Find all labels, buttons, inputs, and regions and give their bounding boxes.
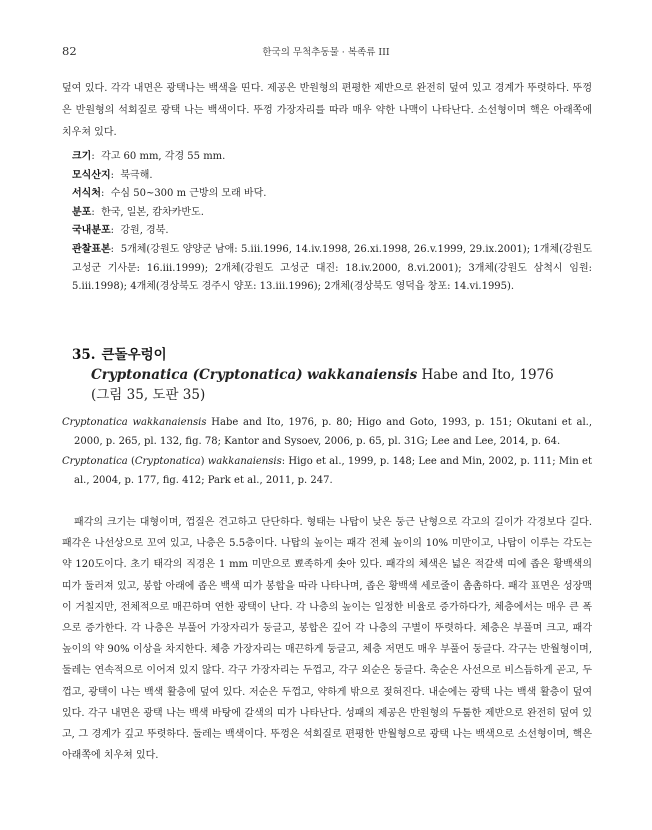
type-locality-value: 북극해.: [120, 169, 153, 181]
species-heading: [72, 345, 592, 405]
species-number: 35.: [72, 347, 96, 363]
habitat-label: 서식처: [72, 188, 101, 200]
reference-entry: [62, 413, 592, 452]
subgenus-name: (Cryptonatica): [192, 367, 303, 383]
reference-entry: [62, 452, 592, 491]
reference-paren-close: ): [200, 455, 208, 467]
species-details: [72, 148, 592, 297]
species-korean-name: 큰돌우렁이: [101, 347, 167, 363]
size-label: 크기: [72, 151, 92, 162]
figure-reference: (그림 35, 도판 35): [91, 387, 206, 403]
distribution-value: 한국, 일본, 캄차카반도.: [101, 206, 204, 218]
species-author: Habe and Ito, 1976: [421, 367, 554, 383]
domestic-distribution-row: 국내분포: 강원, 경북.: [72, 225, 169, 237]
intro-paragraph: 덮여 있다. 각각 내면은 광택나는 백색을 띤다. 제공은 반원형의 편평한 제반으로 완전히 덮여 있고 경계가 뚜렷하다. 뚜껑은 반원형의 석회질로 광택 나는 백색이다. 뚜껑 가장자리를 따라 매우 약한 나맥이 나타난다. 소선형이며 핵은 아래쪽에 치우쳐 있다.: [62, 83, 592, 138]
specimens-value: 5개체(강원도 양양군 남애: 5.iii.1996, 14.iv.1998, 26.xi.1998, 26.v.1999, 29.ix.2001); 1개체(강원도 고성군 기사문: 16.iii.1999); 2개체(강원도 고성군 대진: 18.iv.2000, 8.vi.2001); 3개체(강원도 삼척시 임원: 5.iii.1998); 4개체(경상북도 경주시 양포: 13.iii.1996); 2개체(경상북도 영덕읍 창포: 14.vi.1995).: [72, 243, 592, 293]
domestic-distribution-value: 강원, 경북.: [120, 225, 169, 237]
species-title: [72, 345, 592, 365]
running-title: 한국의 무척추동물 · 복족류 III: [262, 47, 390, 58]
specimens-row: 관찰표본: 5개체(강원도 양양군 남애: 5.iii.1996, 14.iv.1998, 26.xi.1998, 26.v.1999, 29.ix.2001); 1개체(강원도 고성군 기사문: 16.iii.1999); 2개체(강원도 고성군 대진: 18.iv.2000, 8.vi.2001); 3개체(강원도 삼척시 임원: 5.iii.1998); 4개체(경상북도 경주시 양포: 13.iii.1996); 2개체(경상북도 영덕읍 창포: 14.vi.1995).: [72, 243, 592, 293]
reference-citations: : Higo et al., 1999, p. 148; Lee and Min, 2002, p. 111; Min et al., 2004, p. 177, fig. 412; Park et al., 2011, p. 247.: [74, 455, 592, 486]
reference-taxon-genus: Cryptonatica: [62, 455, 128, 467]
distribution-row: 분포: 한국, 일본, 캄차카반도.: [72, 206, 204, 218]
habitat-row: 서식처: 수심 50~300 m 근방의 모래 바닥.: [72, 188, 267, 200]
specimens-label: 관찰표본: [72, 243, 111, 255]
genus-name: Cryptonatica: [91, 367, 189, 383]
species-epithet: wakkanaiensis: [306, 367, 418, 383]
size-value: 각고 60 mm, 각경 55 mm.: [101, 151, 226, 162]
page-number: 82: [62, 44, 77, 58]
domestic-distribution-label: 국내분포: [72, 225, 111, 237]
page-header: [62, 44, 590, 58]
reference-taxon-epithet: wakkanaiensis: [207, 455, 282, 467]
distribution-label: 분포: [72, 206, 92, 218]
type-locality-label: 모식산지: [72, 169, 111, 181]
reference-paren-open: (: [127, 455, 135, 467]
habitat-value: 수심 50~300 m 근방의 모래 바닥.: [110, 188, 267, 200]
description-paragraph: 패각의 크기는 대형이며, 껍질은 견고하고 단단하다. 형태는 나탑이 낮은 둥근 난형으로 각고의 길이가 각경보다 길다. 패각은 나선상으로 꼬여 있고, 나층은 5.5층이다. 나탑의 높이는 패각 전체 높이의 10% 미만이고, 나탑이 이루는 각도는 약 120도이다. 초기 태각의 직경은 1 mm 미만으로 뾰족하게 솟아 있다. 패각의 체색은 넓은 적갈색 띠에 좁은 황백색의 띠가 둘러져 있고, 봉합 아래에 좁은 백색 띠가 봉합을 따라 나타나며, 좁은 황백색 세로줄이 촘촘하다. 패각 표면은 성장맥이 거칠지만, 전체적으로 매끈하며 연한 광택이 난다. 각 나층의 높이는 일정한 비율로 증가하다가, 체층에서는 매우 큰 폭으로 증가한다. 각 나층은 부풀어 가장자리가 둥글고, 봉합은 깊어 각 나층의 구별이 뚜렷하다. 체층은 부풀며 크고, 패각 높이의 약 90% 이상을 차지한다. 체층 가장자리는 매끈하게 둥글고, 체층 저면도 매우 부풀어 둥글다. 각구는 반월형이며, 둘레는 연속적으로 이어져 있지 않다. 각구 가장자리는 두껍고, 각구 외순은 둥글다. 축순은 사선으로 비스듬하게 곧고, 두껍고, 광택이 나는 백색 활층에 덮여 있다. 저순은 두껍고, 약하게 밖으로 젖혀진다. 내순에는 광택 나는 백색 활층이 덮여 있다. 각구 내면은 광택 나는 백색 바탕에 갈색의 띠가 나타난다. 성패의 제공은 반원형의 두툼한 제반으로 완전히 덮여 있고, 그 경계가 깊고 뚜렷하다. 둘레는 백색이다. 뚜껑은 석회질로 편평한 반월형으로 광택 나는 백색으로 소선형이며, 핵은 아래쪽에 치우쳐 있다.: [62, 517, 592, 762]
reference-taxon-name: Cryptonatica wakkanaiensis: [62, 417, 207, 428]
species-scientific-name: [72, 365, 592, 385]
reference-citations: Habe and Ito, 1976, p. 80; Higo and Goto, 1993, p. 151; Okutani et al., 2000, p. 265, pl. 132, fig. 78; Kantor and Sysoev, 2006, p. 65, pl. 31G; Lee and Lee, 2014, p. 64.: [74, 417, 593, 448]
type-locality-row: 모식산지: 북극해.: [72, 169, 153, 181]
reference-taxon-subgenus: Cryptonatica: [134, 455, 201, 467]
synonymy-references: [62, 413, 592, 490]
size-row: 크기: 각고 60 mm, 각경 55 mm.: [72, 151, 226, 162]
